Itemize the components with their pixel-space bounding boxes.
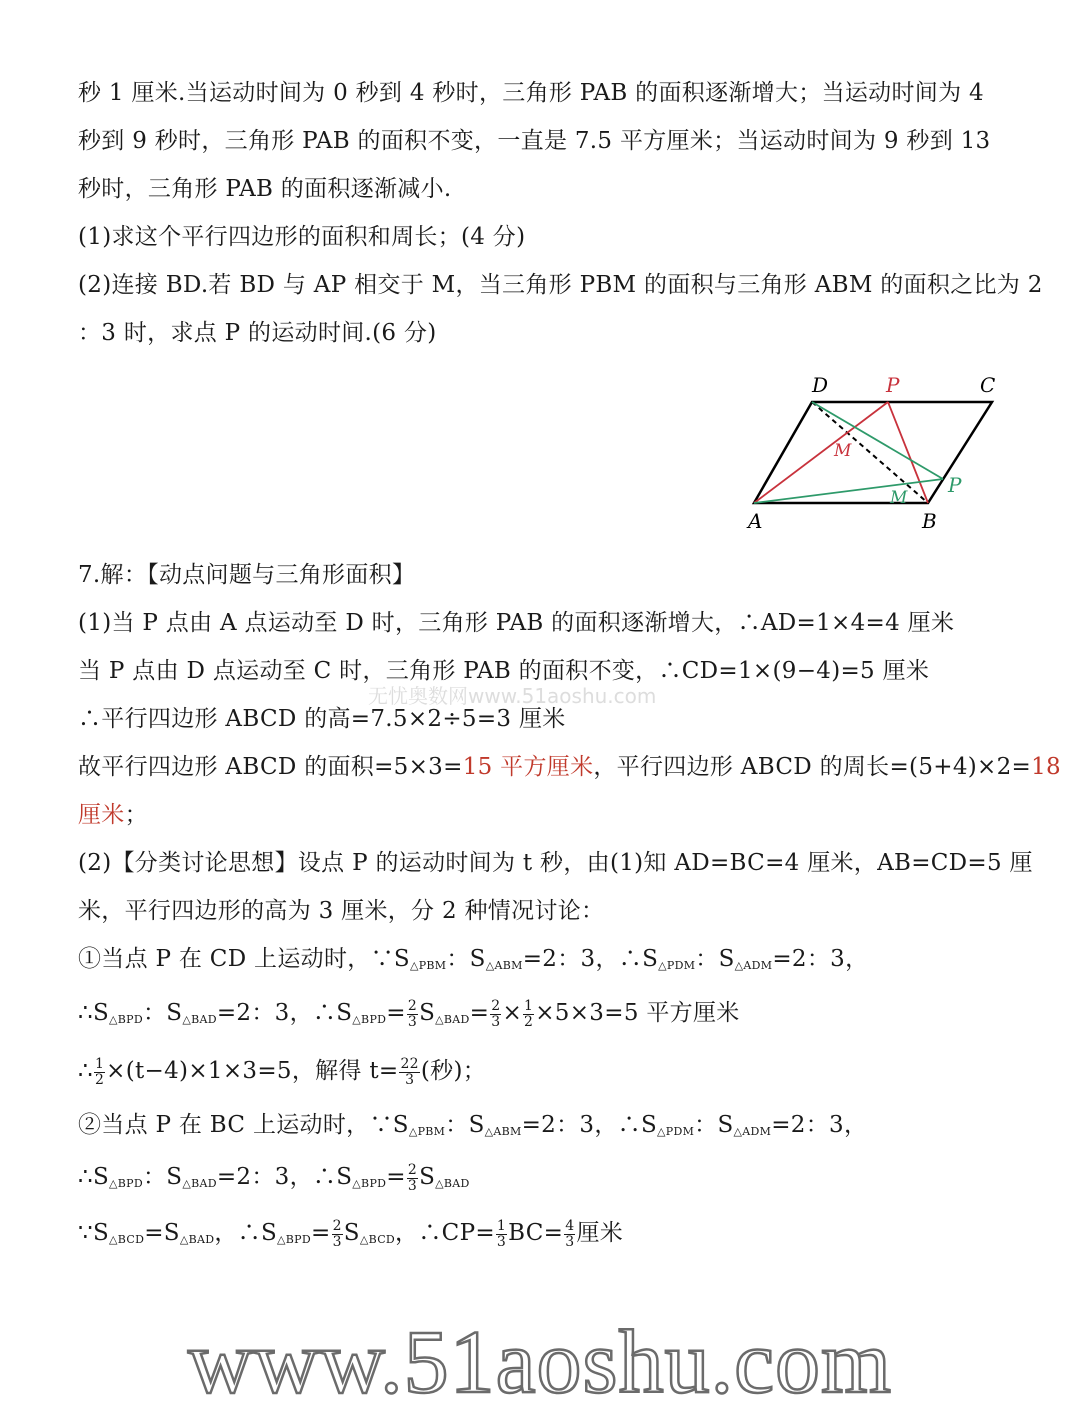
- watermark-text: 无忧奥数网www.51aoshu.com: [368, 684, 657, 708]
- fraction-1-2: $\frac{1}{2}$: [94, 1055, 105, 1088]
- solution-title: 7.解：【动点问题与三角形面积】: [78, 562, 416, 588]
- label-a: A: [748, 509, 763, 533]
- solution-part-2-line-1: (2)【分类讨论思想】设点 P 的运动时间为 t 秒，由(1)知 AD=BC=4 厘米，AB=CD=5 厘: [78, 850, 1033, 876]
- case-2-line-3: $\because S_{\triangle BCD}=S_{\triangle BAD}$，$\therefore S_{\triangle BPD}=$ $\frac{2}{3}$ $S_{\triangle BCD}$，∴CP= $\frac{1}{3}$ BC= $\frac{4}{3}$ 厘米: [78, 1217, 624, 1250]
- solution-line-2: 当 P 点由 D 点运动至 C 时，三角形 PAB 的面积不变，∴CD=1×(9−4)=5 厘米: [78, 658, 930, 684]
- case-1-line-1: ①当点 P 在 CD 上运动时，$\because S_{\triangle PBM}$：$S_{\triangle ABM}=2$：3，$\therefore S_{\triangle PDM}$：$S_{\triangle ADM}=2$：3，: [78, 946, 869, 972]
- solution-line-1: (1)当 P 点由 A 点运动至 D 时，三角形 PAB 的面积逐渐增大，∴AD=1×4=4 厘米: [78, 610, 955, 636]
- area-answer: 15 平方厘米: [462, 754, 594, 780]
- label-p-top: P: [886, 373, 900, 397]
- label-b: B: [922, 509, 937, 533]
- fraction-1-3: $\frac{1}{3}$: [496, 1217, 507, 1250]
- label-c: C: [980, 373, 996, 397]
- case-2-line-2: $\therefore S_{\triangle BPD}$：$S_{\triangle BAD}=2$：3，$\therefore S_{\triangle BPD}=$ $\frac{2}{3}$ $S_{\triangle BAD}$: [78, 1161, 470, 1194]
- fraction-4-3: $\frac{4}{3}$: [565, 1217, 575, 1250]
- fraction-1-2: $\frac{1}{2}$: [524, 997, 534, 1030]
- label-d: D: [812, 373, 829, 397]
- solution-part-2-line-2: 米，平行四边形的高为 3 厘米，分 2 种情况讨论：: [78, 898, 605, 924]
- question-1: (1)求这个平行四边形的面积和周长；(4 分): [78, 224, 526, 250]
- perimeter-text: ，平行四边形 ABCD 的周长=(5+4)×2=: [593, 754, 1032, 780]
- problem-line-2: 秒到 9 秒时，三角形 PAB 的面积不变，一直是 7.5 平方厘米；当运动时间为 9 秒到 13: [78, 128, 991, 154]
- label-p-right: P: [948, 473, 962, 497]
- case-1-line-2: $\therefore S_{\triangle BPD}$：$S_{\triangle BAD}=2$：3，$\therefore S_{\triangle BPD}=$ $\frac{2}{3}$ $S_{\triangle BAD}=$ $\frac{2}{3}$ × $\frac{1}{2}$ ×5×3=5 平方厘米: [78, 997, 740, 1030]
- problem-line-1: 秒 1 厘米.当运动时间为 0 秒到 4 秒时，三角形 PAB 的面积逐渐增大；当运动时间为 4: [78, 80, 984, 106]
- label-m-mid: M: [834, 441, 852, 461]
- fraction-2-3: $\frac{2}{3}$: [407, 997, 418, 1030]
- fraction-2-3: $\frac{2}{3}$: [332, 1217, 342, 1250]
- problem-line-3: 秒时，三角形 PAB 的面积逐渐减小.: [78, 176, 452, 202]
- parallelogram-figure: [730, 368, 1020, 538]
- solution-line-4: [78, 752, 1061, 782]
- site-brand-logo: www.51aoshu.com: [187, 1313, 893, 1412]
- case-2-line-1: ②当点 P 在 BC 上运动时，$\because S_{\triangle PBM}$：$S_{\triangle ABM}=2$：3，$\therefore S_{\triangle PDM}$：$S_{\triangle ADM}=2$：3，: [78, 1112, 868, 1138]
- fraction-2-3: $\frac{2}{3}$: [491, 997, 501, 1030]
- perimeter-unit: 厘米: [78, 802, 125, 828]
- green-segment-dp: [812, 402, 943, 479]
- case-1-line-3: ∴ $\frac{1}{2}$ ×(t−4)×1×3=5，解得 t= $\frac{22}{3}$ (秒)；: [78, 1055, 487, 1088]
- question-2-line-2: ：3 时，求点 P 的运动时间.(6 分): [78, 320, 437, 346]
- question-2-line-1: (2)连接 BD.若 BD 与 AP 相交于 M，当三角形 PBM 的面积与三角形 ABM 的面积之比为 2: [78, 272, 1043, 298]
- area-text: 故平行四边形 ABCD 的面积=5×3=: [78, 754, 463, 780]
- solution-line-3: ∴平行四边形 ABCD 的高=7.5×2÷5=3 厘米: [78, 706, 566, 732]
- fraction-22-3: $\frac{22}{3}$: [400, 1055, 419, 1088]
- label-m-low: M: [890, 488, 908, 508]
- perimeter-answer: 18: [1031, 754, 1061, 780]
- fraction-2-3: $\frac{2}{3}$: [407, 1161, 418, 1194]
- solution-line-5: 厘米；: [78, 802, 148, 828]
